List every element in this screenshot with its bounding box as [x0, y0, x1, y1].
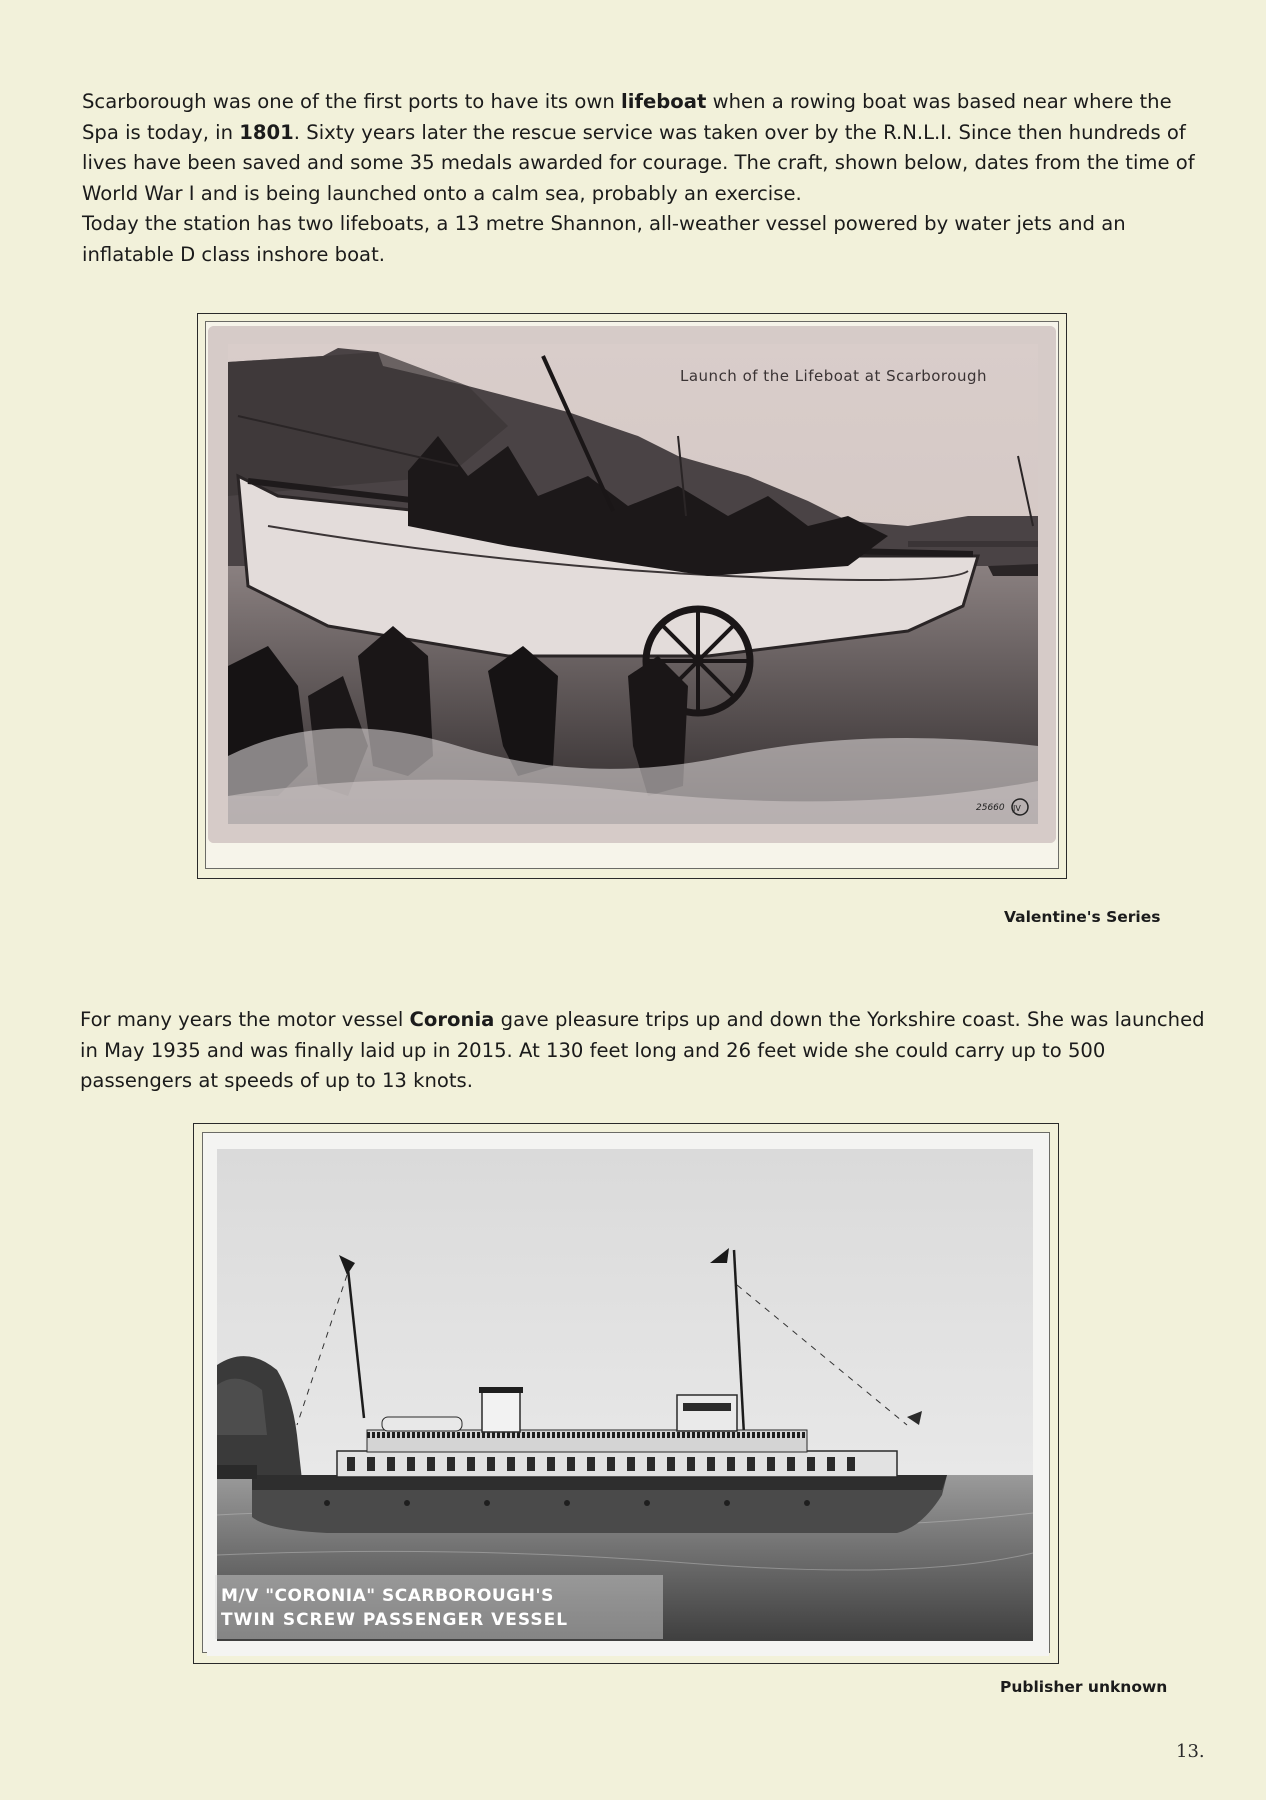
- text-line: Scarborough was one of the first ports to have its own lifeboat when a rowing boat was based near where the: [82, 90, 1172, 113]
- text-line: lives have been saved and some 35 medals awarded for courage. The craft, shown below, dates from the time of: [82, 151, 1195, 174]
- intro-paragraph-coronia: [80, 1005, 1205, 1097]
- page-number: 13.: [1176, 1741, 1205, 1762]
- text-line: inflatable D class inshore boat.: [82, 242, 385, 266]
- intro-paragraph-lifeboat: [82, 87, 1202, 270]
- postcard-serial-number: 25660: [976, 803, 1005, 813]
- postcard-printed-title-line1: M/V "CORONIA" SCARBOROUGH'S: [221, 1586, 554, 1606]
- text-line: Spa is today, in 1801. Sixty years later the rescue service was taken over by the R.N.L.I. Since then hundreds of: [82, 120, 1186, 144]
- lifeboat-launch-illustration: [208, 326, 1056, 843]
- caption-valentines-series: Valentine's Series: [1004, 908, 1161, 926]
- text-line: in May 1935 and was finally laid up in 2015. At 130 feet long and 26 feet wide she could carry up to 500: [80, 1038, 1106, 1062]
- text-line: Today the station has two lifeboats, a 13 metre Shannon, all-weather vessel powered by water jets and an: [82, 212, 1126, 235]
- caption-publisher-unknown: Publisher unknown: [1000, 1678, 1168, 1696]
- postcard-printed-title: Launch of the Lifeboat at Scarborough: [680, 367, 987, 385]
- postcard-photo-lifeboat-launch: [208, 326, 1056, 843]
- text-line: World War I and is being launched onto a calm sea, probably an exercise.: [82, 181, 802, 205]
- coronia-ship-illustration: [207, 1135, 1049, 1656]
- postcard-photo-coronia: [207, 1135, 1049, 1656]
- text-line: For many years the motor vessel Coronia gave pleasure trips up and down the Yorkshire coast. She was launched: [80, 1008, 1205, 1031]
- publisher-mark-text: JV: [1013, 804, 1021, 813]
- text-line: passengers at speeds of up to 13 knots.: [80, 1069, 473, 1092]
- postcard-printed-title-line2: TWIN SCREW PASSENGER VESSEL: [221, 1610, 569, 1630]
